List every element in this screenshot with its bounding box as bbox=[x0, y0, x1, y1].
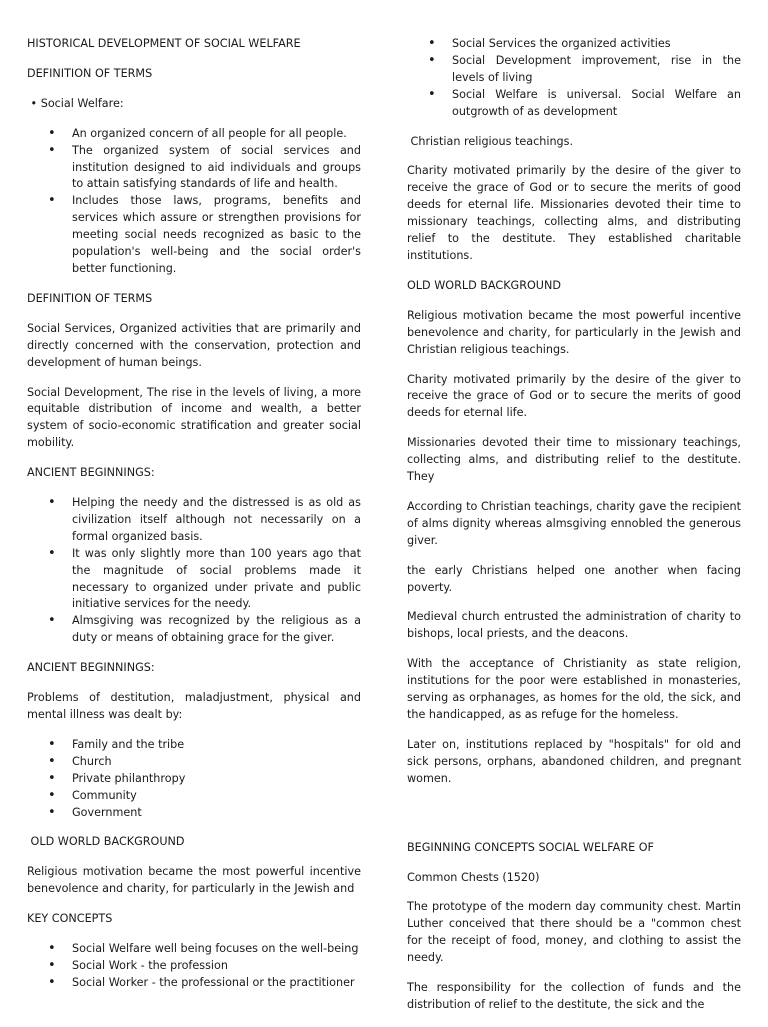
list-item: • Social Welfare is universal. Social Welfare an outgrowth of as development bbox=[407, 87, 741, 121]
section-heading: ANCIENT BEGINNINGS: bbox=[27, 661, 155, 675]
paragraph: Charity motivated primarily by the desire of the giver to receive the grace of God or to secure the merits of good deeds for eternal life. bbox=[407, 372, 741, 420]
definition-heading: DEFINITION OF TERMS bbox=[27, 66, 153, 80]
right-column bbox=[407, 36, 741, 1027]
list-item: • Almsgiving was recognized by the religious as a duty or means of obtaining grace for the giver. bbox=[27, 613, 361, 647]
paragraph: According to Christian teachings, charity gave the recipient of alms dignity whereas almsgiving ennobled the generous giver. bbox=[407, 499, 741, 547]
paragraph: With the acceptance of Christianity as state religion, institutions for the poor were established in monasteries, serving as orphanages, as homes for the old, the sick, and the handicapped, as as refuge for the homeless. bbox=[407, 657, 741, 721]
paragraph: Missionaries devoted their time to missionary teachings, collecting alms, and distributing relief to the destitute. They bbox=[407, 436, 741, 484]
list-item: • Social Development improvement, rise in the levels of living bbox=[407, 53, 741, 87]
paragraph: Problems of destitution, maladjustment, physical and mental illness was dealt by: bbox=[27, 691, 361, 721]
list-item: • Social Worker - the professional or the practitioner bbox=[27, 975, 361, 992]
paragraph: Charity motivated primarily by the desire of the giver to receive the grace of God or to secure the merits of good deeds for eternal life. Missionaries devoted their time to missionary teachings, collecting alms, and distributing relief to the destitute. They established charitable institutions. bbox=[407, 164, 741, 262]
list-item: • Community bbox=[27, 788, 361, 805]
paragraph: the early Christians helped one another when facing poverty. bbox=[407, 563, 741, 594]
paragraph: Religious motivation became the most powerful incentive benevolence and charity, for particularly in the Jewish and Christian religious teachings. bbox=[407, 308, 741, 356]
list-item: • Church bbox=[27, 754, 361, 771]
social-welfare-list bbox=[27, 126, 361, 278]
paragraph: Social Development, The rise in the levels of living, a more equitable distribution of income and wealth, a better system of socio-economic stratification and greater social mobility. bbox=[27, 385, 361, 450]
section-heading: BEGINNING CONCEPTS SOCIAL WELFARE OF bbox=[407, 840, 654, 854]
definition-heading: DEFINITION OF TERMS bbox=[27, 291, 153, 305]
ancient-list bbox=[27, 495, 361, 647]
paragraph: Medieval church entrusted the administration of charity to bishops, local priests, and the deacons. bbox=[407, 610, 741, 641]
list-item: • Family and the tribe bbox=[27, 737, 361, 754]
paragraph: The prototype of the modern day community chest. Martin Luther conceived that there should be a "common chest for the receipt of food, money, and clothing to assist the needy. bbox=[407, 900, 741, 965]
paragraph: Religious motivation became the most powerful incentive benevolence and charity, for particularly in the Jewish and bbox=[27, 865, 361, 896]
social-welfare-label: • Social Welfare: bbox=[27, 96, 124, 110]
top-list bbox=[407, 36, 741, 121]
list-item: • Government bbox=[27, 805, 361, 822]
list-item: • Private philanthropy bbox=[27, 771, 361, 788]
paragraph: The responsibility for the collection of funds and the distribution of relief to the destitute, the sick and the bbox=[407, 981, 741, 1011]
left-column bbox=[27, 36, 361, 1005]
list-item: • Social Services the organized activities bbox=[407, 36, 741, 53]
section-heading: Common Chests (1520) bbox=[407, 870, 540, 884]
list-item: • An organized concern of all people for all people. bbox=[27, 126, 361, 143]
section-heading: KEY CONCEPTS bbox=[27, 912, 113, 926]
key-concepts-list bbox=[27, 941, 361, 992]
paragraph: Later on, institutions replaced by "hospitals" for old and sick persons, orphans, abandoned children, and pregnant women. bbox=[407, 737, 741, 785]
section-heading: ANCIENT BEGINNINGS: bbox=[27, 466, 155, 480]
list-item: • Social Work - the profession bbox=[27, 958, 361, 975]
spacer bbox=[407, 801, 741, 840]
dealt-by-list bbox=[27, 737, 361, 822]
paragraph: Christian religious teachings. bbox=[407, 134, 574, 148]
list-item: • Helping the needy and the distressed is as old as civilization itself although not necessarily on a formal organized basis. bbox=[27, 495, 361, 546]
list-item: • Social Welfare well being focuses on the well-being bbox=[27, 941, 361, 958]
list-item: • Includes those laws, programs, benefits and services which assure or strengthen provisions for meeting social needs recognized as basic to the population's well-being and the social order's better functioning. bbox=[27, 193, 361, 278]
list-item: • It was only slightly more than 100 years ago that the magnitude of social problems made it necessary to organized under private and public initiative services for the needy. bbox=[27, 546, 361, 614]
list-item: • The organized system of social services and institution designed to aid individuals and groups to attain satisfying standards of life and health. bbox=[27, 143, 361, 194]
section-heading: OLD WORLD BACKGROUND bbox=[407, 278, 561, 292]
document-title: HISTORICAL DEVELOPMENT OF SOCIAL WELFARE bbox=[27, 37, 301, 50]
section-heading: OLD WORLD BACKGROUND bbox=[27, 835, 185, 849]
paragraph: Social Services, Organized activities that are primarily and directly concerned with the conservation, protection and development of human beings. bbox=[27, 321, 361, 369]
